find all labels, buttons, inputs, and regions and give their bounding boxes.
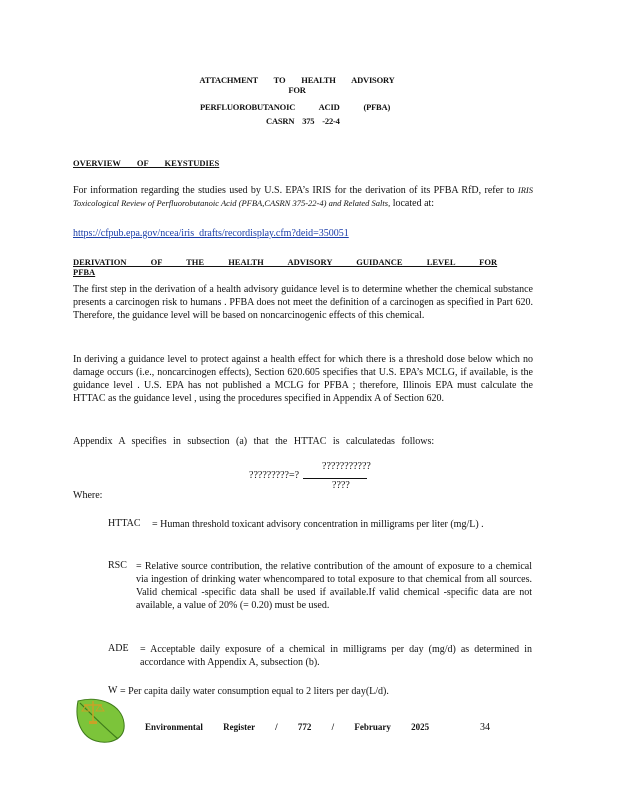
overview-text-1: For information regarding the studies used by U.S. EPA’s IRIS for the derivation of its PFBA RfD, refer to [73,185,515,196]
definition-desc-httac: = Human threshold toxicant advisory concentration in milligrams per liter (mg/L) . [152,519,484,530]
equation-fraction-bar [303,478,367,479]
definition-term-httac: HTTAC [108,518,141,529]
footer-page-number: 34 [480,722,490,733]
title-line-2: PERFLUOROBUTANOIC ACID (PFBA) [200,102,391,112]
title-line-3: CASRN 375 -22-4 [266,116,340,126]
title-line-1: ATTACHMENT TO HEALTH ADVISORY FOR [199,75,395,95]
equation-lhs: ?????????=? [249,470,300,481]
equation-denominator: ???? [332,480,350,491]
equation-numerator: ??????????? [322,461,371,472]
definition-term-ade: ADE [108,643,129,654]
overview-heading: OVERVIEW OF KEYSTUDIES [73,158,220,168]
derivation-paragraph-1: The first step in the derivation of a health advisory guidance level is to determine whether the chemical substance presents a carcinogen risk to humans . PFBA does not meet the definition of a carcinogen as specified in Part 620. Therefore, the guidance level will be based on noncarcinogenic effects of this chemical. [73,284,533,321]
overview-report-title: IRIS Toxicological Review of Perfluorobutanoic Acid (PFBA,CASRN 375-22-4) and Related Salts, [73,185,534,208]
definition-desc-w: = Per capita daily water consumption equal to 2 liters per day(L/d). [120,686,389,697]
derivation-paragraph-2: In deriving a guidance level to protect against a health effect for which there is a threshold dose below which no damage occurs (i.e., noncarcinogen effects), Section 620.605 specifies that U.S. EPA’s MCLG, if available, is the guidance level . U.S. EPA has not published a MCLG for PFBA ; therefore, Illinois EPA must calculate the HTTAC as the guidance level , using the procedures specified in Appendix A of Section 620. [73,354,533,404]
derivation-paragraph-3: Appendix A specifies in subsection (a) that the HTTAC is calculatedas follows: [73,436,435,447]
where-label: Where: [73,490,103,501]
definition-term-rsc: RSC [108,560,127,571]
definition-term-w: W [108,685,118,696]
environmental-register-logo-icon [70,695,130,745]
definition-desc-rsc: = Relative source contribution, the relative contribution of the amount of exposure to a chemical via ingestion of drinking water whencompared to total exposure to that chemical from all sources. Valid chemical -specific data shall be used if available.If valid chemical -specific data are not available, a value of 20% (= 0.20) must be used. [136,561,532,611]
derivation-heading: DERIVATION OF THE HEALTH ADVISORY GUIDANCE LEVEL FOR PFBA [73,257,498,277]
overview-paragraph [73,184,533,210]
footer-publication: Environmental Register / 772 / February 2025 [145,722,430,732]
definition-desc-ade: = Acceptable daily exposure of a chemical in milligrams per day (mg/d) as determined in accordance with Appendix A, subsection (b). [140,644,532,668]
overview-text-2: located at: [392,198,435,209]
iris-report-link[interactable]: https://cfpub.epa.gov/ncea/iris_drafts/recordisplay.cfm?deid=350051 [73,228,349,239]
